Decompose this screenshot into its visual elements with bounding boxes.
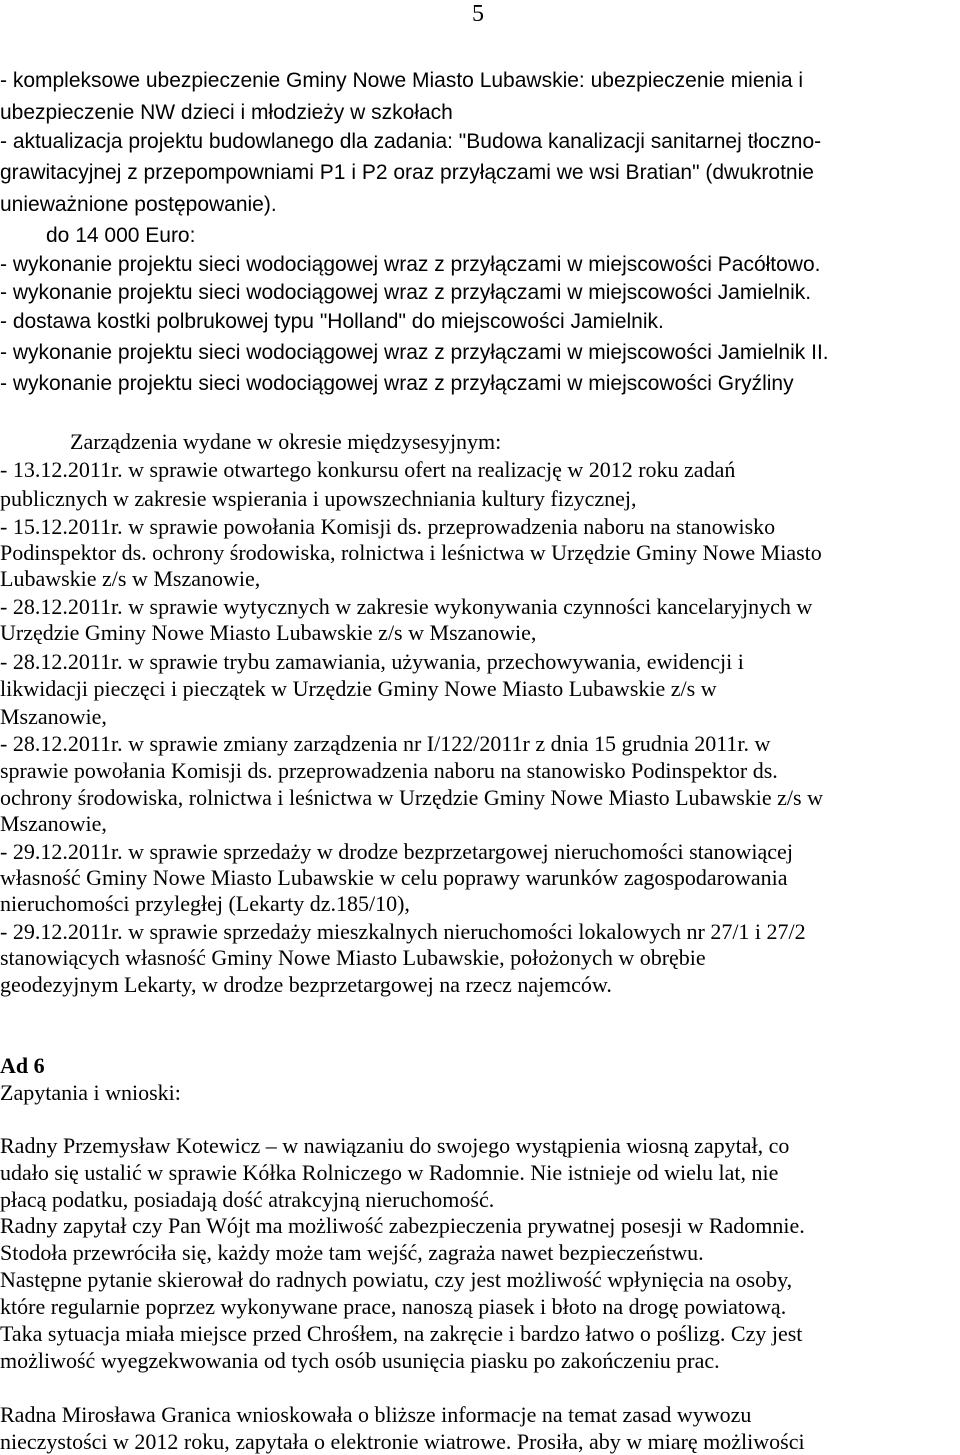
text-line: stanowiących własność Gminy Nowe Miasto Lubawskie, położonych w obrębie [0,945,706,970]
text-line: Podinspektor ds. ochrony środowiska, rolnictwa i leśnictwa w Urzędzie Gminy Nowe Miasto [0,540,822,565]
text-line: - aktualizacja projektu budowlanego dla zadania: "Budowa kanalizacji sanitarnej tłoczno- [0,130,822,153]
text-line: Mszanowie, [0,704,107,729]
text-line: - 15.12.2011r. w sprawie powołania Komisji ds. przeprowadzenia naboru na stanowisko [0,514,776,539]
text-line: płacą podatku, posiadają dość atrakcyjną nieruchomość. [0,1187,495,1212]
text-line: Lubawskie z/s w Mszanowie, [0,566,261,591]
text-line: - 28.12.2011r. w sprawie trybu zamawiania, używania, przechowywania, ewidencji i [0,649,744,674]
ad6-subheading: Zapytania i wnioski: [0,1080,181,1105]
text-line: publicznych w zakresie wspierania i upowszechniania kultury fizycznej, [0,486,637,511]
text-line: Urzędzie Gminy Nowe Miasto Lubawskie z/s w Mszanowie, [0,620,537,645]
text-line: - kompleksowe ubezpieczenie Gminy Nowe Miasto Lubawskie: ubezpieczenie mienia i [0,69,804,92]
text-line: ochrony środowiska, rolnictwa i leśnictwa w Urzędzie Gminy Nowe Miasto Lubawskie z/s w [0,785,823,810]
text-line: ubezpieczenie NW dzieci i młodzieży w szkołach [0,101,453,124]
text-line: - 29.12.2011r. w sprawie sprzedaży w drodze bezprzetargowej nieruchomości stanowiącej [0,839,793,864]
text-line: sprawie powołania Komisji ds. przeprowadzenia naboru na stanowisko Podinspektor ds. [0,758,778,783]
text-line: - 13.12.2011r. w sprawie otwartego konkursu ofert na realizację w 2012 roku zadań [0,457,736,482]
text-line: - 28.12.2011r. w sprawie zmiany zarządzenia nr I/122/2011r z dnia 15 grudnia 2011r. w [0,731,771,756]
text-line: Radna Mirosława Granica wnioskowała o bliższe informacje na temat zasad wywozu [0,1402,752,1427]
text-line: - wykonanie projektu sieci wodociągowej wraz z przyłączami w miejscowości Jamielnik. [0,281,812,304]
text-line: Radny zapytał czy Pan Wójt ma możliwość zabezpieczenia prywatnej posesji w Radomnie. [0,1213,805,1238]
text-line: geodezyjnym Lekarty, w drodze bezprzetargowej na rzecz najemców. [0,972,612,997]
text-line: własność Gminy Nowe Miasto Lubawskie w celu poprawy warunków zagospodarowania [0,865,788,890]
text-line: udało się ustalić w sprawie Kółka Rolniczego w Radomnie. Nie istnieje od wielu lat, nie [0,1160,779,1185]
text-line: - wykonanie projektu sieci wodociągowej wraz z przyłączami w miejscowości Pacółtowo. [0,253,821,276]
section-heading: Zarządzenia wydane w okresie międzysesyjnym: [70,429,502,454]
page-number: 5 [472,1,484,27]
text-line: - 28.12.2011r. w sprawie wytycznych w zakresie wykonywania czynności kancelaryjnych w [0,594,813,619]
text-line: - wykonanie projektu sieci wodociągowej wraz z przyłączami w miejscowości Gryźliny [0,372,794,395]
text-line: nieruchomości przyległej (Lekarty dz.185/10), [0,891,410,916]
text-line: możliwość wyegzekwowania od tych osób usunięcia piasku po zakończeniu prac. [0,1348,720,1373]
text-line: nieczystości w 2012 roku, zapytała o elektronie wiatrowe. Prosiła, aby w miarę możliwości [0,1429,805,1454]
section-label: do 14 000 Euro: [46,224,196,247]
text-line: - wykonanie projektu sieci wodociągowej wraz z przyłączami w miejscowości Jamielnik II. [0,341,829,364]
text-line: likwidacji pieczęci i pieczątek w Urzędzie Gminy Nowe Miasto Lubawskie z/s w [0,676,717,701]
text-line: Stodoła przewróciła się, każdy może tam wejść, zagraża nawet bezpieczeństwu. [0,1240,704,1265]
ad6-heading: Ad 6 [0,1053,45,1078]
text-line: unieważnione postępowanie). [0,193,277,216]
text-line: - dostawa kostki polbrukowej typu "Holland" do miejscowości Jamielnik. [0,310,664,333]
text-line: Następne pytanie skierował do radnych powiatu, czy jest możliwość wpłynięcia na osoby, [0,1267,793,1292]
text-line: grawitacyjnej z przepompowniami P1 i P2 oraz przyłączami we wsi Bratian" (dwukrotnie [0,161,814,184]
text-line: Mszanowie, [0,811,107,836]
text-line: Taka sytuacja miała miejsce przed Chrośłem, na zakręcie i bardzo łatwo o poślizg. Czy jest [0,1321,803,1346]
text-line: które regularnie poprzez wykonywane prace, nanoszą piasek i błoto na drogę powiatową. [0,1294,787,1319]
text-line: - 29.12.2011r. w sprawie sprzedaży mieszkalnych nieruchomości lokalowych nr 27/1 i 27/2 [0,919,806,944]
text-line: Radny Przemysław Kotewicz – w nawiązaniu do swojego wystąpienia wiosną zapytał, co [0,1133,790,1158]
